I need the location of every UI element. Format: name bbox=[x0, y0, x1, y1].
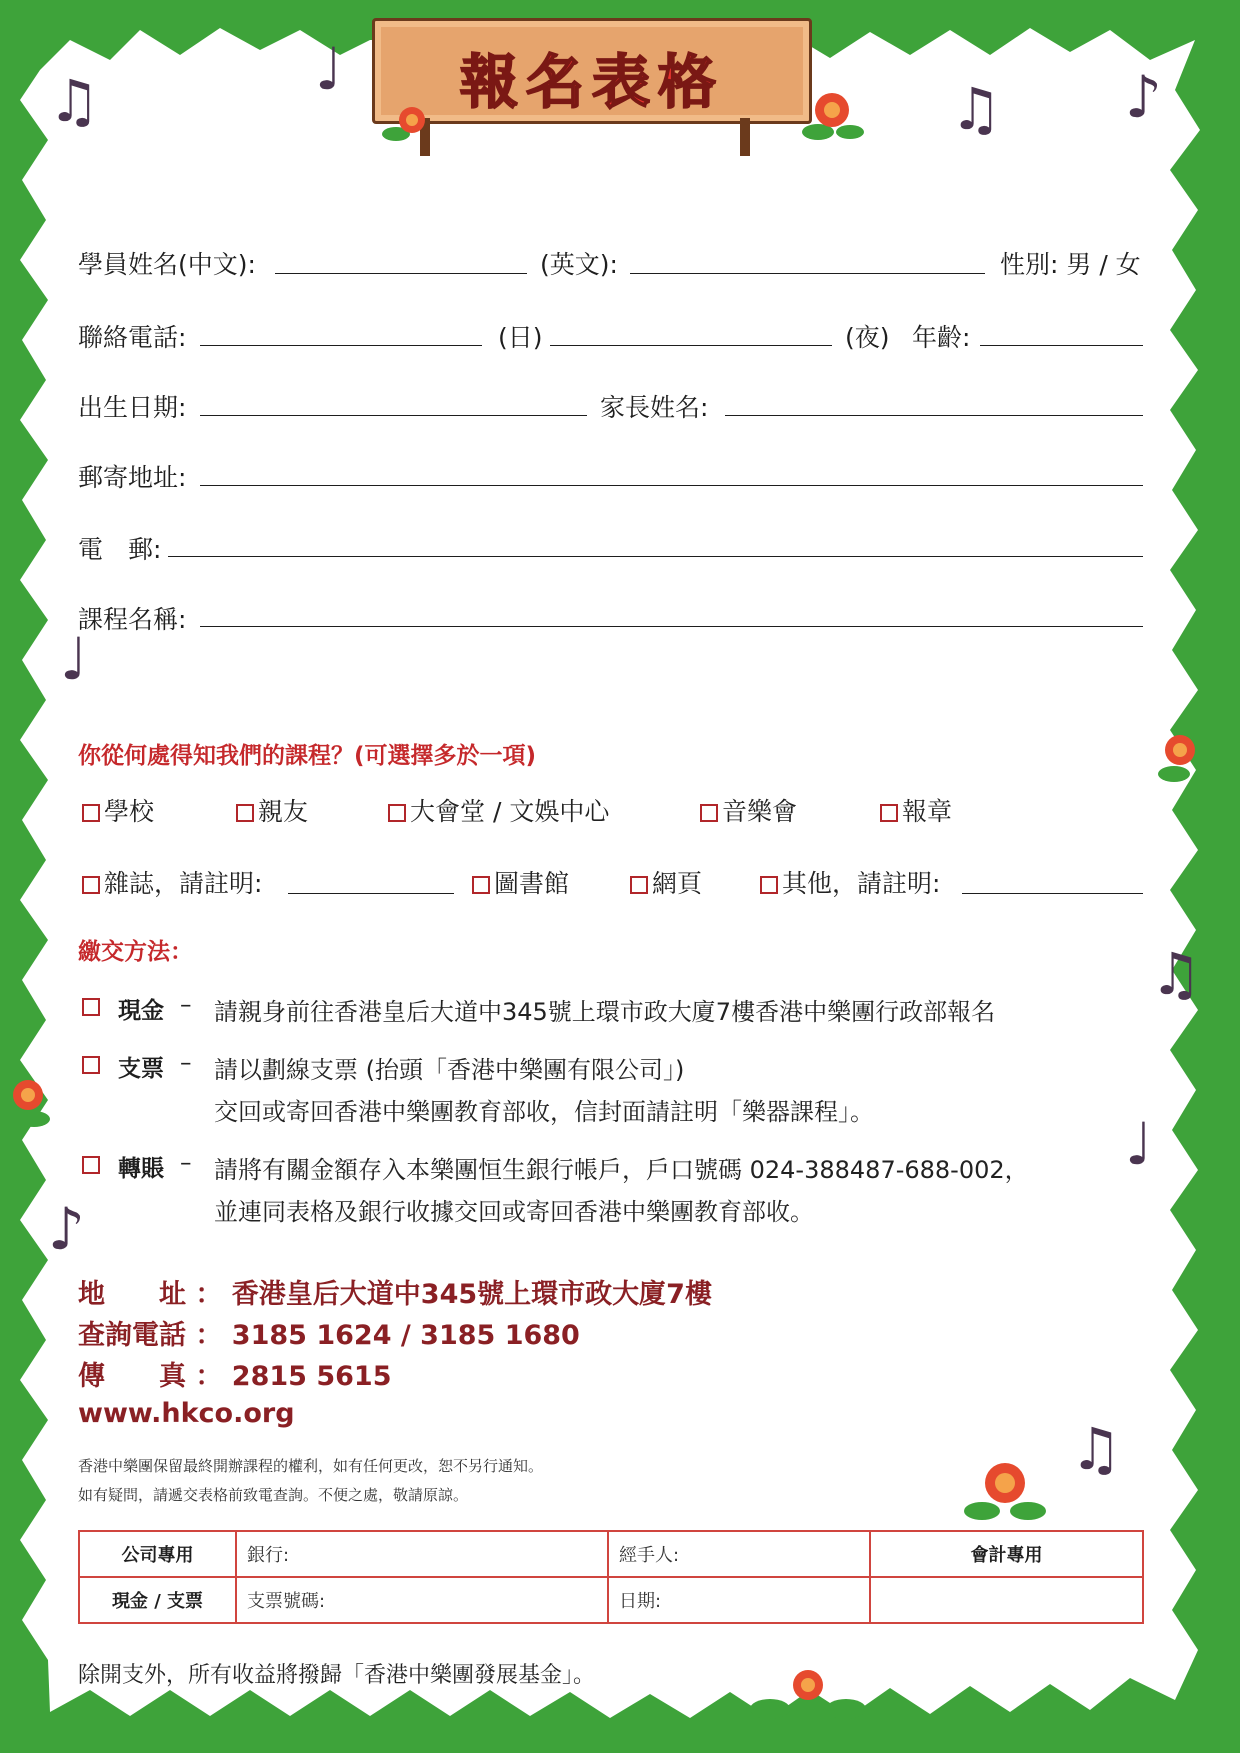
name-en-field[interactable] bbox=[630, 273, 985, 274]
checkbox[interactable] bbox=[760, 876, 778, 894]
music-note-icon: ♫ bbox=[48, 67, 100, 135]
checkbox[interactable] bbox=[630, 876, 648, 894]
payment-cheque-text2: 交回或寄回香港中樂團教育部收，信封面請註明「樂器課程」。 bbox=[214, 1098, 874, 1126]
phone-night-field[interactable] bbox=[550, 345, 832, 346]
option-webpage[interactable] bbox=[630, 864, 702, 900]
option-magazine[interactable] bbox=[82, 864, 262, 900]
flower-icon bbox=[748, 1665, 868, 1725]
option-friends[interactable] bbox=[236, 792, 308, 828]
name-en-label: (英文): bbox=[540, 250, 618, 279]
parent-field[interactable] bbox=[725, 415, 1143, 416]
music-note-icon: ♫ bbox=[950, 75, 1002, 143]
option-label: 學校 bbox=[104, 797, 155, 826]
name-cn-field[interactable] bbox=[275, 273, 527, 274]
music-note-icon: ♫ bbox=[1150, 940, 1202, 1008]
accounting-use-cell: 會計專用 bbox=[870, 1531, 1143, 1577]
address-label: 郵寄地址: bbox=[78, 463, 187, 492]
bank-cell[interactable]: 銀行: bbox=[236, 1531, 608, 1577]
checkbox[interactable] bbox=[472, 876, 490, 894]
other-field[interactable] bbox=[962, 893, 1143, 894]
payment-transfer-text2: 並連同表格及銀行收據交回或寄回香港中樂團教育部收。 bbox=[214, 1198, 814, 1226]
phone-label: 聯絡電話: bbox=[78, 323, 187, 352]
day-label: (日) bbox=[498, 323, 543, 352]
flower-icon bbox=[378, 102, 438, 150]
payment-cash-checkbox[interactable] bbox=[82, 998, 100, 1016]
accounting-blank-cell[interactable] bbox=[870, 1577, 1143, 1623]
checkbox[interactable] bbox=[880, 804, 898, 822]
option-label: 報章 bbox=[902, 797, 953, 826]
music-note-icon: ♫ bbox=[1070, 1415, 1122, 1483]
option-label: 親友 bbox=[258, 797, 309, 826]
gender-label: 性別: 男 / 女 bbox=[1000, 250, 1141, 279]
age-field[interactable] bbox=[980, 345, 1143, 346]
flower-icon bbox=[4, 1075, 64, 1135]
night-label: (夜) bbox=[845, 323, 890, 352]
table-row bbox=[79, 1531, 1143, 1577]
option-label: 雜誌，請註明: bbox=[104, 869, 263, 898]
payment-cash-name: 現金 bbox=[118, 998, 164, 1024]
page-title: 報名表格 bbox=[459, 48, 724, 116]
parent-label: 家長姓名: bbox=[600, 393, 709, 422]
payment-cheque-text1: 請以劃線支票 (抬頭「香港中樂團有限公司」) bbox=[214, 1056, 685, 1084]
option-label: 大會堂 / 文娛中心 bbox=[410, 797, 610, 826]
payment-transfer-checkbox[interactable] bbox=[82, 1156, 100, 1174]
source-heading: 你從何處得知我們的課程？(可選擇多於一項) bbox=[78, 743, 537, 769]
music-note-icon: ♪ bbox=[1125, 63, 1163, 131]
cheque-no-cell[interactable]: 支票號碼: bbox=[236, 1577, 608, 1623]
address-field[interactable] bbox=[200, 485, 1143, 486]
dob-label: 出生日期: bbox=[78, 393, 187, 422]
option-library[interactable] bbox=[472, 864, 569, 900]
contact-address: 地 址 ： 香港皇后大道中345號上環市政大廈7樓 bbox=[78, 1279, 712, 1310]
payment-dash: – bbox=[180, 1150, 192, 1176]
flower-icon bbox=[960, 1455, 1050, 1527]
note-line-2: 如有疑問，請遞交表格前致電查詢。不便之處，敬請原諒。 bbox=[78, 1486, 469, 1504]
option-label: 其他，請註明: bbox=[782, 869, 941, 898]
table-row bbox=[79, 1577, 1143, 1623]
music-note-icon: ♩ bbox=[315, 35, 343, 103]
office-use-table bbox=[78, 1530, 1144, 1624]
music-note-icon: ♩ bbox=[1125, 1110, 1153, 1178]
option-other[interactable] bbox=[760, 864, 940, 900]
payment-transfer-text1: 請將有關金額存入本樂團恒生銀行帳戶，戶口號碼 024-388487-688-002， bbox=[214, 1156, 1029, 1184]
checkbox[interactable] bbox=[82, 876, 100, 894]
payment-cheque-name: 支票 bbox=[118, 1056, 164, 1082]
payment-dash: – bbox=[180, 1050, 192, 1076]
payment-heading: 繳交方法： bbox=[78, 939, 193, 965]
flower-icon bbox=[1150, 730, 1210, 790]
music-note-icon: ♪ bbox=[48, 1195, 86, 1263]
cash-cheque-cell: 現金 / 支票 bbox=[79, 1577, 236, 1623]
company-use-cell: 公司專用 bbox=[79, 1531, 236, 1577]
option-label: 音樂會 bbox=[722, 797, 798, 826]
note-line-1: 香港中樂團保留最終開辦課程的權利，如有任何更改，恕不另行通知。 bbox=[78, 1457, 544, 1475]
payment-dash: – bbox=[180, 992, 192, 1018]
course-field[interactable] bbox=[200, 626, 1143, 627]
website-link[interactable]: www.hkco.org bbox=[78, 1398, 295, 1429]
music-note-icon: ♩ bbox=[60, 625, 88, 693]
email-field[interactable] bbox=[168, 556, 1143, 557]
magazine-field[interactable] bbox=[288, 893, 454, 894]
option-school[interactable] bbox=[82, 792, 154, 828]
option-label: 網頁 bbox=[652, 869, 703, 898]
payment-cheque-checkbox[interactable] bbox=[82, 1056, 100, 1074]
option-label: 圖書館 bbox=[494, 869, 570, 898]
checkbox[interactable] bbox=[82, 804, 100, 822]
course-label: 課程名稱: bbox=[78, 605, 187, 634]
option-newspaper[interactable] bbox=[880, 792, 952, 828]
checkbox[interactable] bbox=[236, 804, 254, 822]
name-cn-label: 學員姓名(中文): bbox=[78, 250, 256, 279]
dob-field[interactable] bbox=[200, 415, 587, 416]
date-cell[interactable]: 日期: bbox=[608, 1577, 870, 1623]
option-concert[interactable] bbox=[700, 792, 797, 828]
contact-phone: 查詢電話 ： 3185 1624 / 3185 1680 bbox=[78, 1320, 580, 1351]
option-city-hall[interactable] bbox=[388, 792, 609, 828]
checkbox[interactable] bbox=[700, 804, 718, 822]
sign-post bbox=[740, 118, 750, 156]
contact-fax: 傳 真 ： 2815 5615 bbox=[78, 1361, 392, 1392]
flower-icon bbox=[798, 88, 868, 148]
title-sign bbox=[372, 18, 812, 124]
age-label: 年齡: bbox=[912, 323, 971, 352]
phone-day-field[interactable] bbox=[200, 345, 482, 346]
footer-note: 除開支外，所有收益將撥歸「香港中樂團發展基金」。 bbox=[78, 1663, 596, 1688]
checkbox[interactable] bbox=[388, 804, 406, 822]
payment-transfer-name: 轉賬 bbox=[118, 1156, 164, 1182]
handler-cell[interactable]: 經手人: bbox=[608, 1531, 870, 1577]
email-label: 電 郵: bbox=[78, 535, 162, 564]
payment-cash-text: 請親身前往香港皇后大道中345號上環市政大廈7樓香港中樂團行政部報名 bbox=[214, 998, 996, 1026]
